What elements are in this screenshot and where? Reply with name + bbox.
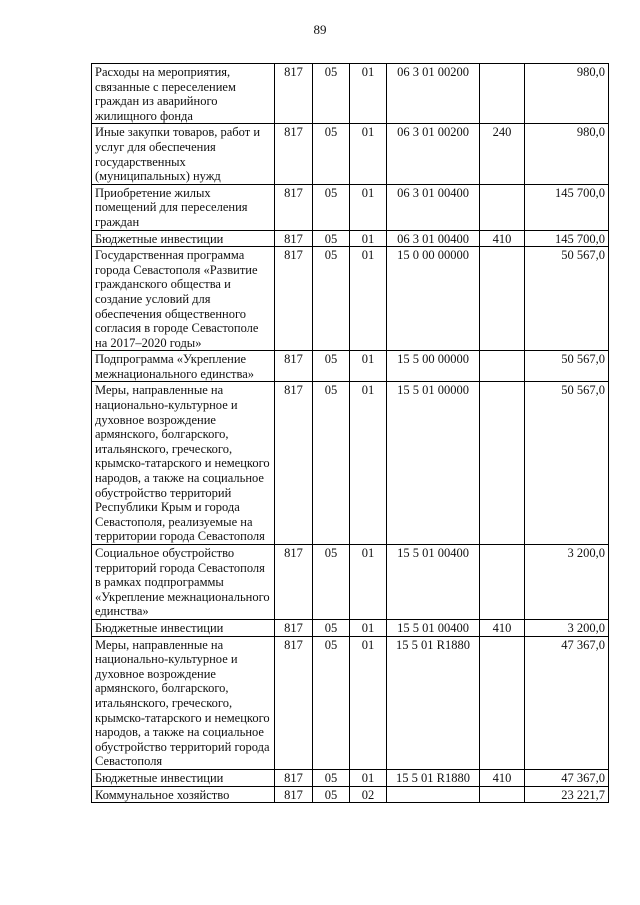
subsection-code-cell: 01 xyxy=(350,247,387,351)
expense-type-cell xyxy=(480,786,525,803)
section-code-cell: 05 xyxy=(313,545,350,620)
table-row xyxy=(92,351,609,382)
target-article-cell: 06 3 01 00400 xyxy=(387,184,480,230)
subsection-code-cell: 01 xyxy=(350,619,387,636)
section-code-cell: 05 xyxy=(313,230,350,247)
table-body xyxy=(92,64,609,803)
department-code-cell: 817 xyxy=(275,124,313,184)
expense-type-cell xyxy=(480,382,525,545)
section-code-cell: 05 xyxy=(313,184,350,230)
table-row xyxy=(92,769,609,786)
department-code-cell: 817 xyxy=(275,636,313,769)
expense-name-cell: Бюджетные инвестиции xyxy=(92,230,275,247)
subsection-code-cell: 01 xyxy=(350,636,387,769)
amount-cell: 980,0 xyxy=(525,64,609,124)
section-code-cell: 05 xyxy=(313,124,350,184)
expense-name-cell: Подпрограмма «Укрепление межнационального единства» xyxy=(92,351,275,382)
table-row xyxy=(92,382,609,545)
amount-cell: 3 200,0 xyxy=(525,545,609,620)
amount-cell: 50 567,0 xyxy=(525,351,609,382)
target-article-cell: 06 3 01 00200 xyxy=(387,64,480,124)
department-code-cell: 817 xyxy=(275,247,313,351)
subsection-code-cell: 01 xyxy=(350,769,387,786)
target-article-cell: 15 5 01 R1880 xyxy=(387,769,480,786)
target-article-cell: 15 5 01 00400 xyxy=(387,619,480,636)
expense-type-cell xyxy=(480,247,525,351)
page-number: 89 xyxy=(313,22,327,37)
expense-type-cell: 410 xyxy=(480,230,525,247)
department-code-cell: 817 xyxy=(275,619,313,636)
department-code-cell: 817 xyxy=(275,382,313,545)
table-row xyxy=(92,545,609,620)
expense-name-cell: Приобретение жилых помещений для переселения граждан xyxy=(92,184,275,230)
table-row xyxy=(92,247,609,351)
subsection-code-cell: 01 xyxy=(350,545,387,620)
budget-table xyxy=(91,63,609,803)
amount-cell: 47 367,0 xyxy=(525,769,609,786)
department-code-cell: 817 xyxy=(275,184,313,230)
expense-type-cell: 410 xyxy=(480,619,525,636)
target-article-cell: 15 5 01 00000 xyxy=(387,382,480,545)
table-row xyxy=(92,124,609,184)
section-code-cell: 05 xyxy=(313,351,350,382)
amount-cell: 50 567,0 xyxy=(525,382,609,545)
subsection-code-cell: 01 xyxy=(350,64,387,124)
expense-name-cell: Иные закупки товаров, работ и услуг для обеспечения государственных (муниципальных) нужд xyxy=(92,124,275,184)
expense-name-cell: Социальное обустройство территорий города Севастополя в рамках подпрограммы «Укрепление межнационального единства» xyxy=(92,545,275,620)
department-code-cell: 817 xyxy=(275,545,313,620)
amount-cell: 145 700,0 xyxy=(525,184,609,230)
table-row xyxy=(92,230,609,247)
section-code-cell: 05 xyxy=(313,786,350,803)
expense-name-cell: Меры, направленные на национально-культурное и духовное возрождение армянского, болгарского, итальянского, греческого, крымско-татарского и немецкого народов, а также на социальное обустройство территорий Республики Крым и города Севастополя, реализуемые на территории города Севастополя xyxy=(92,382,275,545)
amount-cell: 50 567,0 xyxy=(525,247,609,351)
department-code-cell: 817 xyxy=(275,64,313,124)
amount-cell: 23 221,7 xyxy=(525,786,609,803)
expense-name-cell: Государственная программа города Севастополя «Развитие гражданского общества и создание условий для обеспечения общественного согласия в городе Севастополе на 2017–2020 годы» xyxy=(92,247,275,351)
target-article-cell xyxy=(387,786,480,803)
expense-name-cell: Бюджетные инвестиции xyxy=(92,769,275,786)
department-code-cell: 817 xyxy=(275,769,313,786)
expense-type-cell xyxy=(480,545,525,620)
expense-type-cell: 240 xyxy=(480,124,525,184)
subsection-code-cell: 01 xyxy=(350,382,387,545)
section-code-cell: 05 xyxy=(313,382,350,545)
expense-type-cell xyxy=(480,64,525,124)
target-article-cell: 06 3 01 00400 xyxy=(387,230,480,247)
table-row xyxy=(92,64,609,124)
amount-cell: 980,0 xyxy=(525,124,609,184)
section-code-cell: 05 xyxy=(313,619,350,636)
expense-type-cell xyxy=(480,184,525,230)
department-code-cell: 817 xyxy=(275,786,313,803)
department-code-cell: 817 xyxy=(275,351,313,382)
target-article-cell: 15 5 01 00400 xyxy=(387,545,480,620)
amount-cell: 3 200,0 xyxy=(525,619,609,636)
table-row xyxy=(92,636,609,769)
expense-name-cell: Коммунальное хозяйство xyxy=(92,786,275,803)
target-article-cell: 15 5 01 R1880 xyxy=(387,636,480,769)
amount-cell: 145 700,0 xyxy=(525,230,609,247)
expense-type-cell: 410 xyxy=(480,769,525,786)
target-article-cell: 06 3 01 00200 xyxy=(387,124,480,184)
subsection-code-cell: 01 xyxy=(350,230,387,247)
table-row xyxy=(92,619,609,636)
subsection-code-cell: 01 xyxy=(350,184,387,230)
expense-name-cell: Меры, направленные на национально-культурное и духовное возрождение армянского, болгарского, итальянского, греческого, крымско-татарского и немецкого народов, а также на социальное обустройство территорий города Севастополя xyxy=(92,636,275,769)
expense-name-cell: Расходы на мероприятия, связанные с переселением граждан из аварийного жилищного фонда xyxy=(92,64,275,124)
expense-name-cell: Бюджетные инвестиции xyxy=(92,619,275,636)
section-code-cell: 05 xyxy=(313,247,350,351)
section-code-cell: 05 xyxy=(313,636,350,769)
subsection-code-cell: 02 xyxy=(350,786,387,803)
subsection-code-cell: 01 xyxy=(350,351,387,382)
expense-type-cell xyxy=(480,351,525,382)
department-code-cell: 817 xyxy=(275,230,313,247)
table-row xyxy=(92,184,609,230)
amount-cell: 47 367,0 xyxy=(525,636,609,769)
target-article-cell: 15 5 00 00000 xyxy=(387,351,480,382)
table-row xyxy=(92,786,609,803)
expense-type-cell xyxy=(480,636,525,769)
target-article-cell: 15 0 00 00000 xyxy=(387,247,480,351)
section-code-cell: 05 xyxy=(313,64,350,124)
section-code-cell: 05 xyxy=(313,769,350,786)
subsection-code-cell: 01 xyxy=(350,124,387,184)
